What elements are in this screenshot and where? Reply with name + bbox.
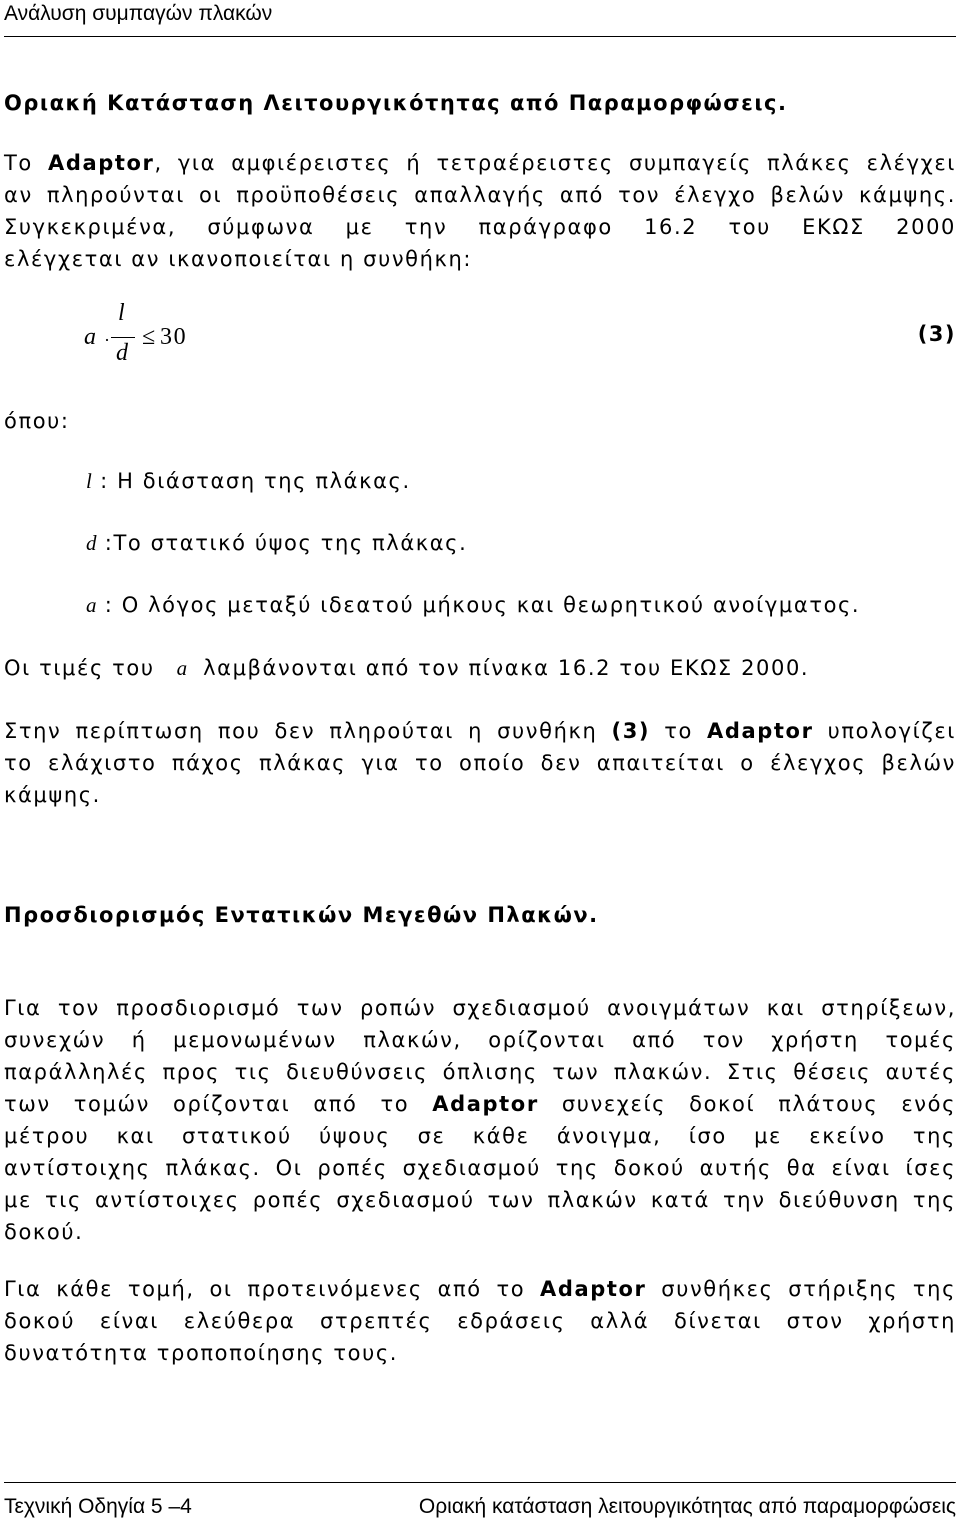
page-footer	[4, 1482, 956, 1528]
fraction-bar	[111, 337, 135, 338]
paragraph-line: με τις αντίστοιχες ροπές σχεδιασμού των πλακών κατά την διεύθυνση της	[4, 1188, 956, 1212]
header-title: Ανάλυση συμπαγών πλακών	[4, 2, 273, 25]
definition-symbol: d	[86, 531, 97, 555]
app-name: Adaptor	[707, 719, 814, 743]
values-symbol: a	[176, 656, 188, 680]
page-header	[4, 0, 956, 37]
formula-denominator-d: d	[116, 340, 128, 366]
paragraph-line: αντίστοιχης πλάκας. Οι ροπές σχεδιασμού της δοκού αυτής θα είναι ίσες	[4, 1156, 956, 1180]
values-line: Οι τιμές του a λαμβάνονται από τον πίνακα 16.2 του ΕΚΩΣ 2000.	[4, 656, 810, 680]
app-name: Adaptor	[540, 1277, 647, 1301]
paragraph-line: αν πληρούνται οι προϋποθέσεις απαλλαγής από τον έλεγχο βελών κάμψης.	[4, 183, 956, 207]
formula-numerator-l: l	[118, 300, 125, 326]
where-label: όπου:	[4, 409, 70, 433]
definition-symbol: l	[86, 469, 92, 493]
paragraph-line: μέτρου και στατικού ύψους σε κάθε άνοιγμα, ίσο με εκείνο της	[4, 1124, 956, 1148]
paragraph-line: Το Adaptor, για αμφιέρειστες ή τετραέρειστες συμπαγείς πλάκες ελέγχει	[4, 151, 957, 175]
section-heading-deflection: Οριακή Κατάσταση Λειτουργικότητας από Παραμορφώσεις.	[4, 91, 788, 115]
equation-reference: (3)	[611, 719, 651, 743]
app-name: Adaptor	[48, 151, 155, 175]
paragraph-line: κάμψης.	[4, 783, 101, 807]
paragraph-line: δοκού.	[4, 1220, 84, 1244]
paragraph-line: Στην περίπτωση που δεν πληρούται η συνθήκη (3) το Adaptor υπολογίζει	[4, 719, 956, 743]
app-name: Adaptor	[432, 1092, 539, 1116]
definition-item: d :Το στατικό ύψος της πλάκας.	[86, 531, 468, 555]
definition-item: a : Ο λόγος μεταξύ ιδεατού μήκους και θεωρητικού ανοίγματος.	[86, 593, 861, 617]
paragraph-line: Συγκεκριμένα, σύμφωνα με την παράγραφο 16.2 του ΕΚΩΣ 2000	[4, 215, 956, 239]
paragraph-line: δυνατότητα τροποποίησης τους.	[4, 1341, 399, 1365]
paragraph-line: Για κάθε τομή, οι προτεινόμενες από το Adaptor συνθήκες στήριξης της	[4, 1277, 956, 1301]
section-heading-internal-forces: Προσδιορισμός Εντατικών Μεγεθών Πλακών.	[4, 903, 599, 927]
formula-a: a	[84, 324, 96, 350]
paragraph-line: παράλληλές προς τις διευθύνσεις όπλισης των πλακών. Στις θέσεις αυτές	[4, 1060, 956, 1084]
paragraph-line: δοκού είναι ελεύθερα στρεπτές εδράσεις αλλά δίνεται στον χρήστη	[4, 1309, 956, 1333]
formula-limit-ratio: a · l d ≤ 30	[84, 300, 188, 366]
footer-right: Οριακή κατάσταση λειτουργικότητας από παραμορφώσεις	[418, 1495, 956, 1518]
definition-symbol: a	[86, 593, 97, 617]
paragraph-line: των τομών ορίζονται από το Adaptor συνεχείς δοκοί πλάτους ενός	[4, 1092, 957, 1116]
definition-item: l : Η διάσταση της πλάκας.	[86, 469, 411, 493]
leq-symbol: ≤	[142, 324, 157, 350]
equation-number: (3)	[917, 322, 956, 346]
paragraph-line: το ελάχιστο πάχος πλάκας για το οποίο δεν απαιτείται ο έλεγχος βελών	[4, 751, 956, 775]
paragraph-line: Για τον προσδιορισμό των ροπών σχεδιασμού ανοιγμάτων και στηρίξεων,	[4, 996, 956, 1020]
paragraph-line: ελέγχεται αν ικανοποιείται η συνθήκη:	[4, 247, 473, 271]
paragraph-line: συνεχών ή μεμονωμένων πλακών, ορίζονται από τον χρήστη τομές	[4, 1028, 956, 1052]
footer-left: Τεχνική Οδηγία 5 –4	[4, 1495, 192, 1518]
formula-limit: 30	[160, 324, 188, 350]
